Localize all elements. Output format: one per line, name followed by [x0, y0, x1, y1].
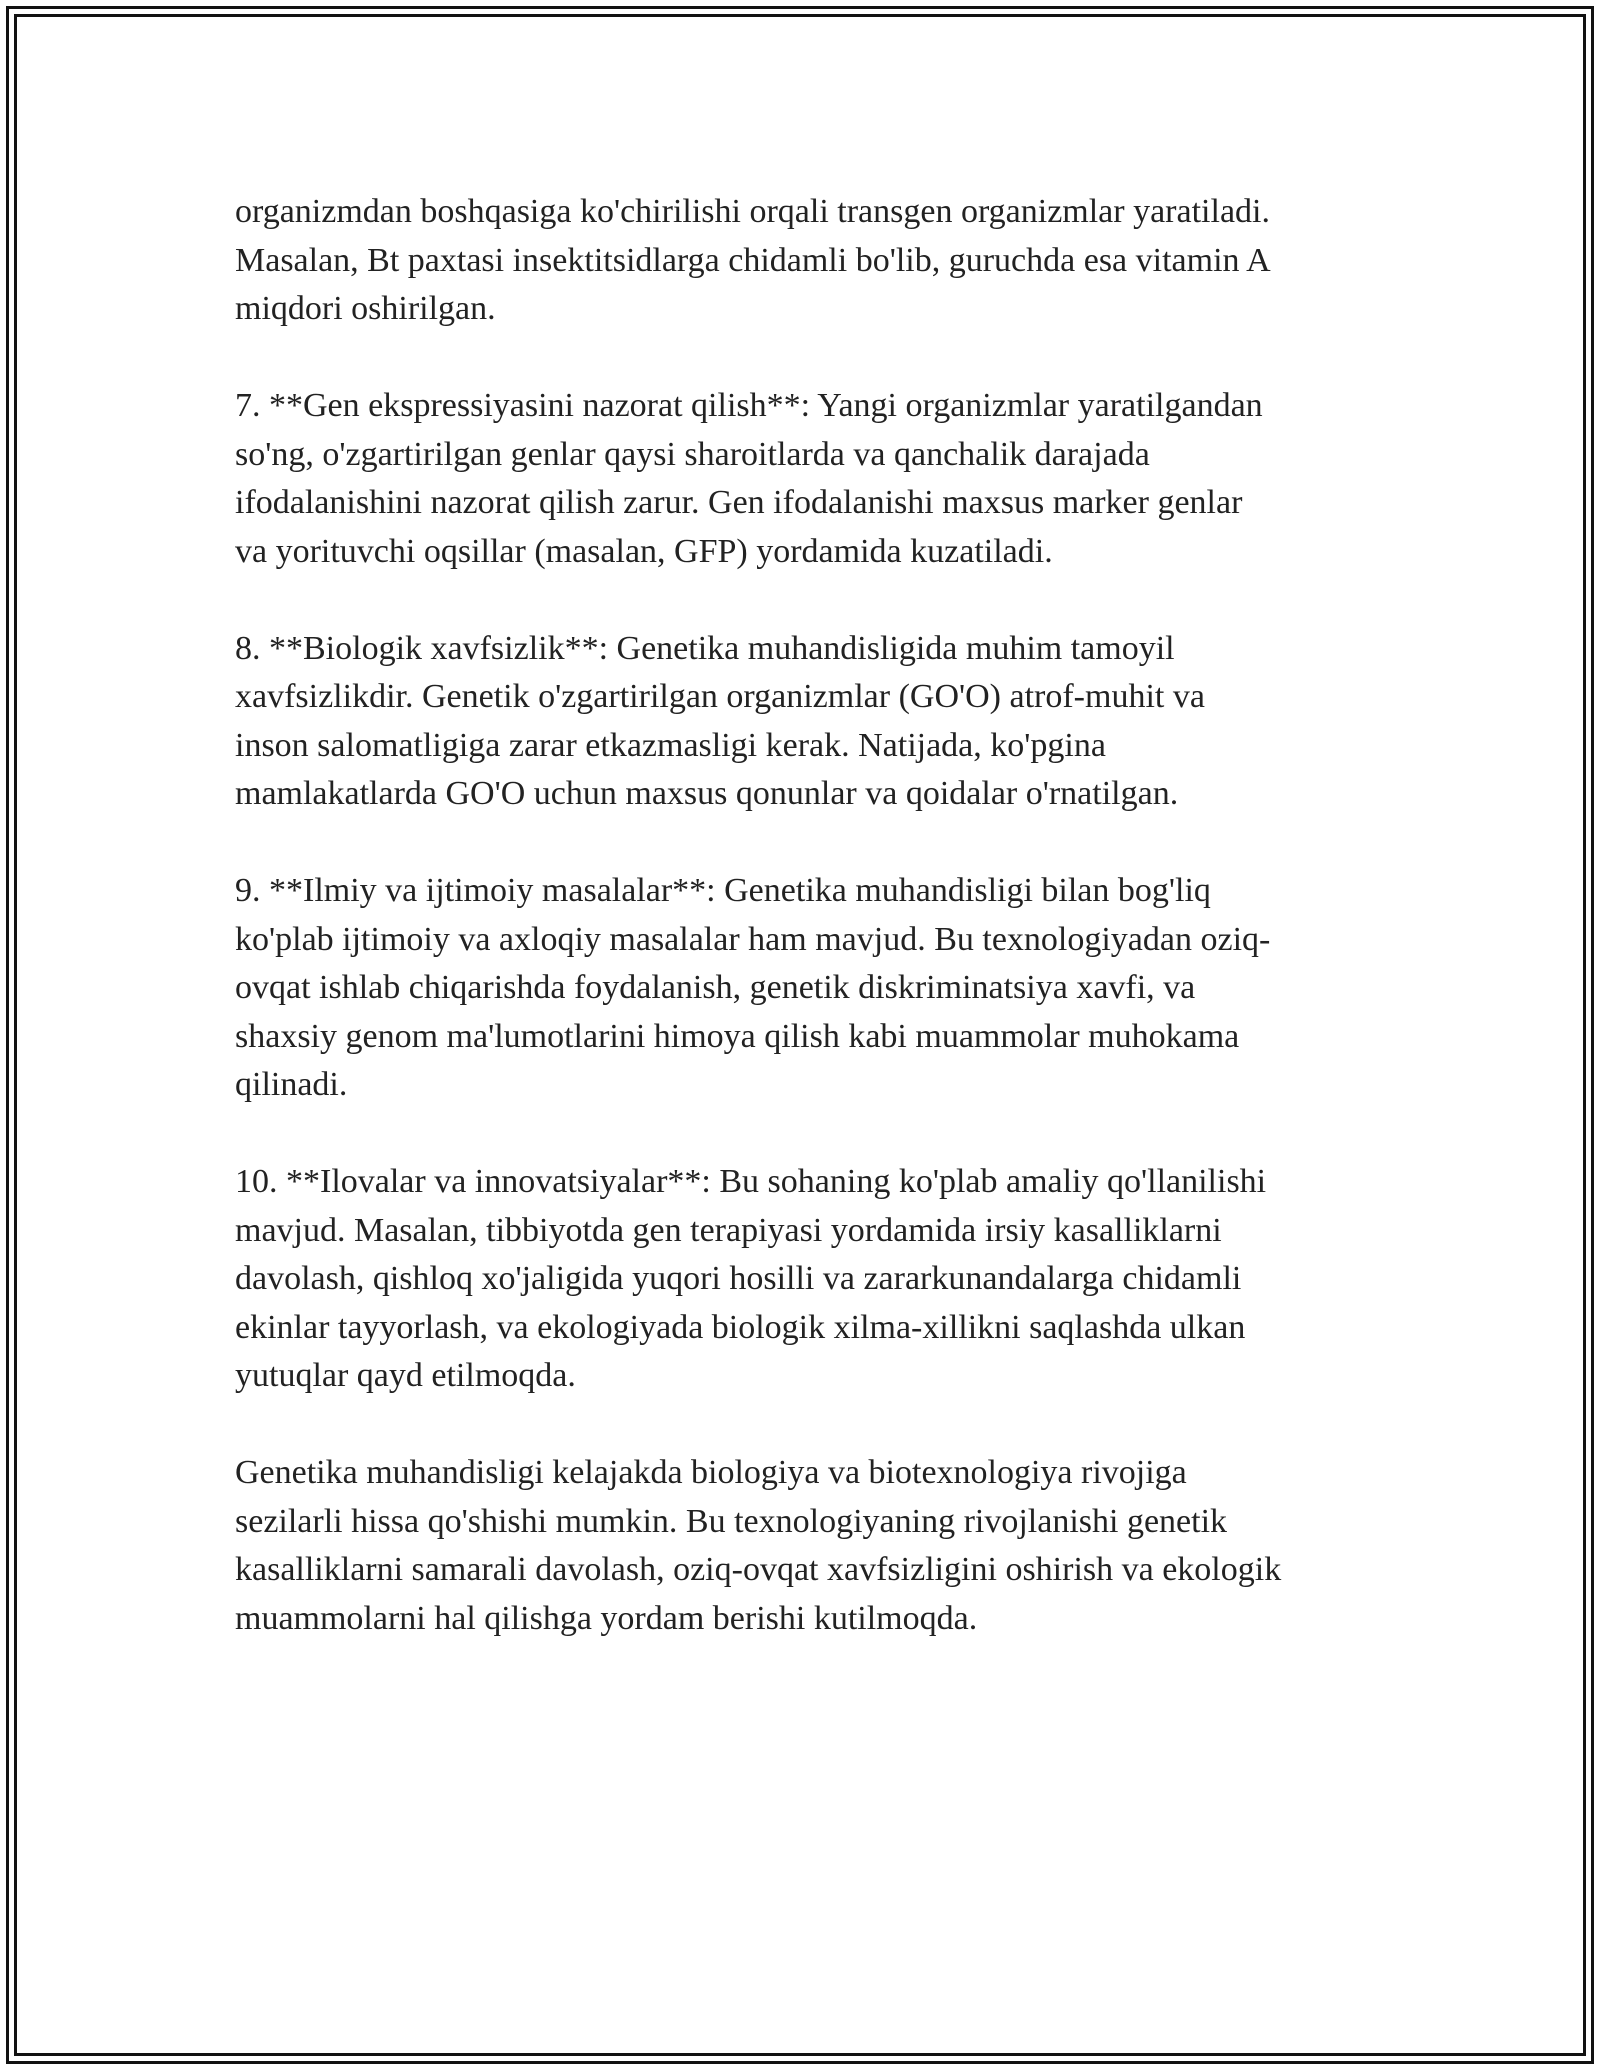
paragraph-biosafety: 8. **Biologik xavfsizlik**: Genetika muhandisligida muhim tamoyil xavfsizlikdir. Genetik o'zgartirilgan organizmlar (GO'O) atrof-muhit va inson salomatligiga zarar etkazmasligi kerak. Natijada, ko'pgina mamlakatlarda GO'O uchun maxsus qonunlar va qoidalar o'rnatilgan. — [235, 629, 1205, 812]
document-body — [235, 188, 1385, 1692]
paragraph-scientific-social-issues: 9. **Ilmiy va ijtimoiy masalalar**: Genetika muhandisligi bilan bog'liq ko'plab ijtimoiy va axloqiy masalalar ham mavjud. Bu texnologiyadan oziq- ovqat ishlab chiqarishda foydalanish, genetik diskriminatsiya xavfi, va shaxsiy genom ma'lumotlarini himoya qilish kabi muammolar muhokama qilinadi. — [235, 872, 1271, 1103]
paragraph-transgenic-continuation: organizmdan boshqasiga ko'chirilishi orqali transgen organizmlar yaratiladi. Masalan, Bt paxtasi insektitsidlarga chidamli bo'lib, guruchda esa vitamin A miqdori oshirilgan. — [235, 193, 1271, 327]
paragraph-applications-innovations: 10. **Ilovalar va innovatsiyalar**: Bu sohaning ko'plab amaliy qo'llanilishi mavjud. Masalan, tibbiyotda gen terapiyasi yordamida irsiy kasalliklarni davolash, qishloq xo'jaligida yuqori hosilli va zararkunandalarga chidamli ekinlar tayyorlash, va ekologiyada biologik xilma-xillikni saqlashda ulkan yutuqlar qayd etilmoqda. — [235, 1163, 1267, 1394]
paragraph-gene-expression-control: 7. **Gen ekspressiyasini nazorat qilish**: Yangi organizmlar yaratilgandan so'ng, o'zgartirilgan genlar qaysi sharoitlarda va qanchalik darajada ifodalanishini nazorat qilish zarur. Gen ifodalanishi maxsus marker genlar va yorituvchi oqsillar (masalan, GFP) yordamida kuzatiladi. — [235, 387, 1263, 570]
paragraph-conclusion: Genetika muhandisligi kelajakda biologiya va biotexnologiya rivojiga sezilarli hissa qo'shishi mumkin. Bu texnologiyaning rivojlanishi genetik kasalliklarni samarali davolash, oziq-ovqat xavfsizligini oshirish va ekologik muammolarni hal qilishga yordam berishi kutilmoqda. — [235, 1454, 1282, 1637]
